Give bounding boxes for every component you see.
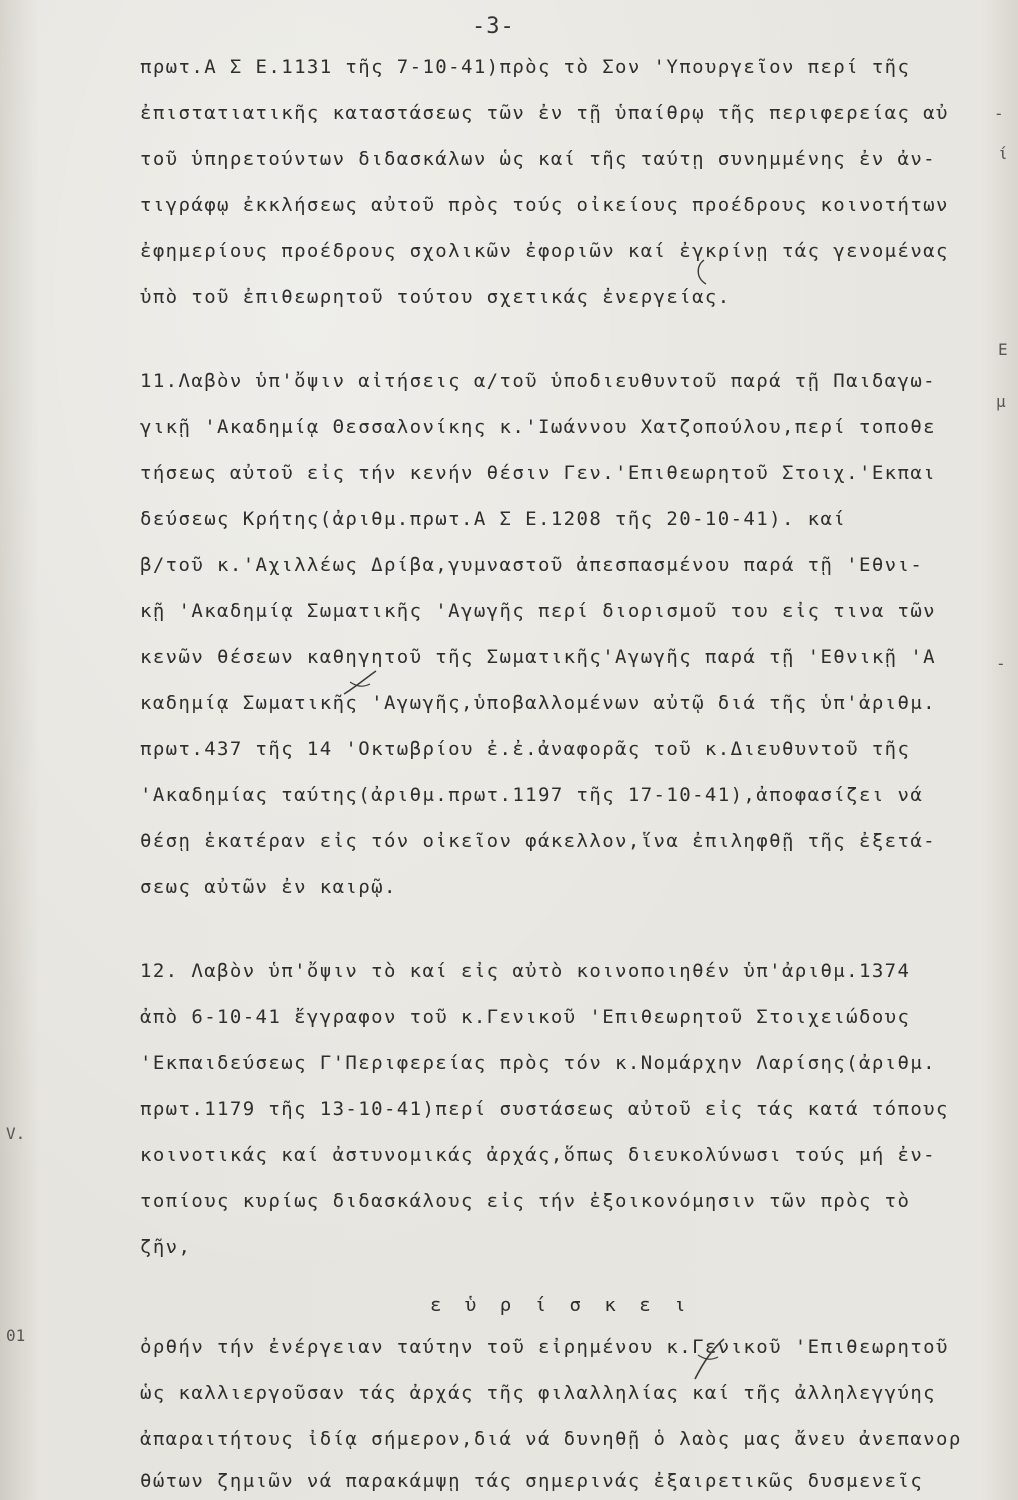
text-line: σεως αὐτῶν ἐν καιρῷ. [140,876,397,898]
text-line: ὡς καλλιεργοῦσαν τάς ἀρχάς τῆς φιλαλληλίας καί τῆς ἀλληλεγγύης [140,1382,937,1404]
text-line: δεύσεως Κρήτης(ἀριθμ.πρωτ.Α Σ Ε.1208 τῆς 20-10-41). καί [140,508,847,530]
text-line: 'Ακαδημίας ταύτης(ἀριθμ.πρωτ.1197 τῆς 17-10-41),ἀποφασίζει νά [140,784,924,806]
text-line: τιγράφῳ ἐκκλήσεως αὐτοῦ πρὸς τούς οἰκείους προέδρους κοινοτήτων [140,194,949,216]
text-line: ἐφημερίους προέδρους σχολικῶν ἐφοριῶν καί ἐγκρίνῃ τάς γενομένας [140,240,949,262]
text-line: κοινοτικάς καί ἀστυνομικάς ἀρχάς,ὅπως διευκολύνωσι τούς μή ἐν- [140,1144,937,1166]
margin-mark: V. [6,1124,26,1143]
text-line: τήσεως αὐτοῦ εἰς τήν κενήν θέσιν Γεν.'Επιθεωρητοῦ Στοιχ.'Εκπαι [140,462,937,484]
text-line: πρωτ.1179 τῆς 13-10-41)περί συστάσεως αὐτοῦ εἰς τάς κατά τόπους [140,1098,949,1120]
text-line: ζῆν, [140,1236,192,1258]
text-line: γικῇ 'Ακαδημίᾳ Θεσσαλονίκης κ.'Ιωάννου Χατζοπούλου,περί τοποθε [140,416,937,438]
margin-mark: 01 [6,1326,26,1345]
text-line: καδημίᾳ Σωματικῆς 'Αγωγῆς,ὑποβαλλομένων αὐτῷ διά τῆς ὑπ'ἀριθμ. [140,692,937,714]
text-line: ἀπαραιτήτους ἰδίᾳ σήμερον,διά νά δυνηθῇ ὁ λαὸς μας ἄνευ ἀνεπανορ [140,1428,962,1450]
margin-mark: - [994,104,1004,123]
section-heading: ε ὑ ρ ί σ κ ε ι [430,1294,692,1316]
margin-mark: Ε [998,340,1008,359]
page-number: -3- [472,14,515,39]
text-line: πρωτ.437 τῆς 14 'Οκτωβρίου ἐ.ἐ.ἀναφορᾶς τοῦ κ.Διευθυντοῦ τῆς [140,738,911,760]
margin-mark: μ [996,392,1006,411]
text-line: κενῶν θέσεων καθηγητοῦ τῆς Σωματικῆς'Αγωγῆς παρά τῇ 'Εθνικῇ 'Α [140,646,937,668]
text-line: ὀρθήν τήν ἐνέργειαν ταύτην τοῦ εἰρημένου κ.Γενικοῦ 'Επιθεωρητοῦ [140,1336,949,1358]
text-line: θώτων ζημιῶν νά παρακάμψῃ τάς σημερινάς ἐξαιρετικῶς δυσμενεῖς [140,1470,924,1492]
text-line: 11.Λαβὸν ὑπ'ὄψιν αἰτήσεις α/τοῦ ὑποδιευθυντοῦ παρά τῇ Παιδαγω- [140,370,937,392]
text-line: β/τοῦ κ.'Αχιλλέως Δρίβα,γυμναστοῦ ἀπεσπασμένου παρά τῇ 'Εθνι- [140,554,924,576]
text-line: 12. Λαβὸν ὑπ'ὄψιν τὸ καί εἰς αὐτὸ κοινοποιηθέν ὑπ'ἀριθμ.1374 [140,960,911,982]
pen-stroke-icon [692,258,716,288]
margin-mark: ί [998,144,1008,163]
text-line: ἐπιστατιατικῆς καταστάσεως τῶν ἐν τῇ ὑπαίθρῳ τῆς περιφερείας αὐ [140,102,949,124]
text-line: τοπίους κυρίως διδασκάλους εἰς τήν ἐξοικονόμησιν τῶν πρὸς τὸ [140,1190,911,1212]
text-line: ἀπὸ 6-10-41 ἔγγραφον τοῦ κ.Γενικοῦ 'Επιθεωρητοῦ Στοιχειώδους [140,1006,911,1028]
text-line: πρωτ.Α Σ Ε.1131 τῆς 7-10-41)πρὸς τὸ Σον 'Υπουργεῖον περί τῆς [140,56,911,78]
pen-stroke-icon [690,1335,730,1385]
text-line: ὑπὸ τοῦ ἐπιθεωρητοῦ τούτου σχετικάς ἐνεργείας. [140,286,731,308]
text-line: τοῦ ὑπηρετούντων διδασκάλων ὡς καί τῆς ταύτῃ συνημμένης ἐν ἀν- [140,148,937,170]
text-line: 'Εκπαιδεύσεως Γ'Περιφερείας πρὸς τόν κ.Νομάρχην Λαρίσης(ἀριθμ. [140,1052,937,1074]
pen-stroke-icon [340,668,380,698]
margin-mark: - [996,654,1006,673]
text-line: κῇ 'Ακαδημίᾳ Σωματικῆς 'Αγωγῆς περί διορισμοῦ του εἰς τινα τῶν [140,600,937,622]
text-line: θέσῃ ἑκατέραν εἰς τόν οἰκεῖον φάκελλον,ἵνα ἐπιληφθῇ τῆς ἐξετά- [140,830,937,852]
